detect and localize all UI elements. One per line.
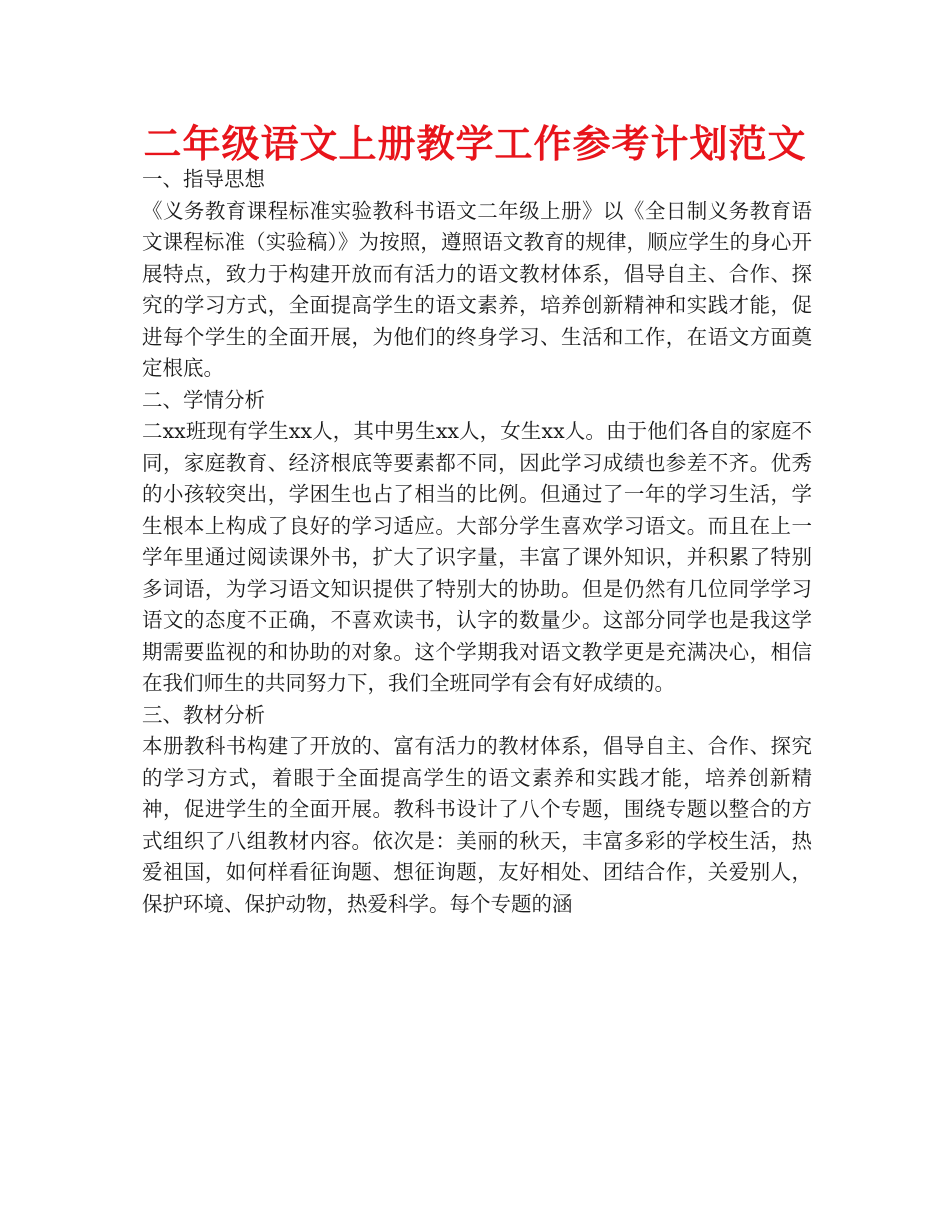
section-paragraph: 二xx班现有学生xx人，其中男生xx人，女生xx人。由于他们各自的家庭不同，家庭教育、经济根底等要素都不同，因此学习成绩也参差不齐。优秀的小孩较突出，学困生也占了相当的比例。但通过了一年的学习生活，学生根本上构成了良好的学习适应。大部分学生喜欢学习语文。而且在上一学年里通过阅读课外书，扩大了识字量，丰富了课外知识，并积累了特别多词语，为学习语文知识提供了特别大的协助。但是仍然有几位同学学习语文的态度不正确，不喜欢读书，认字的数量少。这部分同学也是我这学期需要监视的和协助的对象。这个学期我对语文教学更是充满决心，相信在我们师生的共同努力下，我们全班同学有会有好成绩的。: [142, 419, 812, 695]
section-guiding-ideology: [142, 164, 812, 385]
section-paragraph: 本册教科书构建了开放的、富有活力的教材体系，倡导自主、合作、探究的学习方式，着眼于全面提高学生的语文素养和实践才能，培养创新精神，促进学生的全面开展。教科书设计了八个专题，围绕专题以整合的方式组织了八组教材内容。依次是：美丽的秋天，丰富多彩的学校生活，热爱祖国，如何样看征询题、想征询题，友好相处、团结合作，关爱别人，保护环境、保护动物，热爱科学。每个专题的涵: [142, 734, 812, 916]
section-textbook-analysis: [142, 700, 812, 921]
document-title: 二年级语文上册教学工作参考计划范文: [143, 122, 807, 166]
section-paragraph: 《义务教育课程标准实验教科书语文二年级上册》以《全日制义务教育语文课程标准（实验稿）》为按照，遵照语文教育的规律，顺应学生的身心开展特点，致力于构建开放而有活力的语文教材体系，倡导自主、合作、探究的学习方式，全面提高学生的语文素养，培养创新精神和实践才能，促进每个学生的全面开展，为他们的终身学习、生活和工作，在语文方面奠定根底。: [142, 198, 812, 380]
section-heading: 一、指导思想: [142, 167, 265, 191]
document-body: [142, 164, 812, 920]
section-heading: 二、学情分析: [142, 387, 265, 412]
section-student-analysis: [142, 385, 812, 700]
section-heading: 三、教材分析: [142, 702, 265, 727]
